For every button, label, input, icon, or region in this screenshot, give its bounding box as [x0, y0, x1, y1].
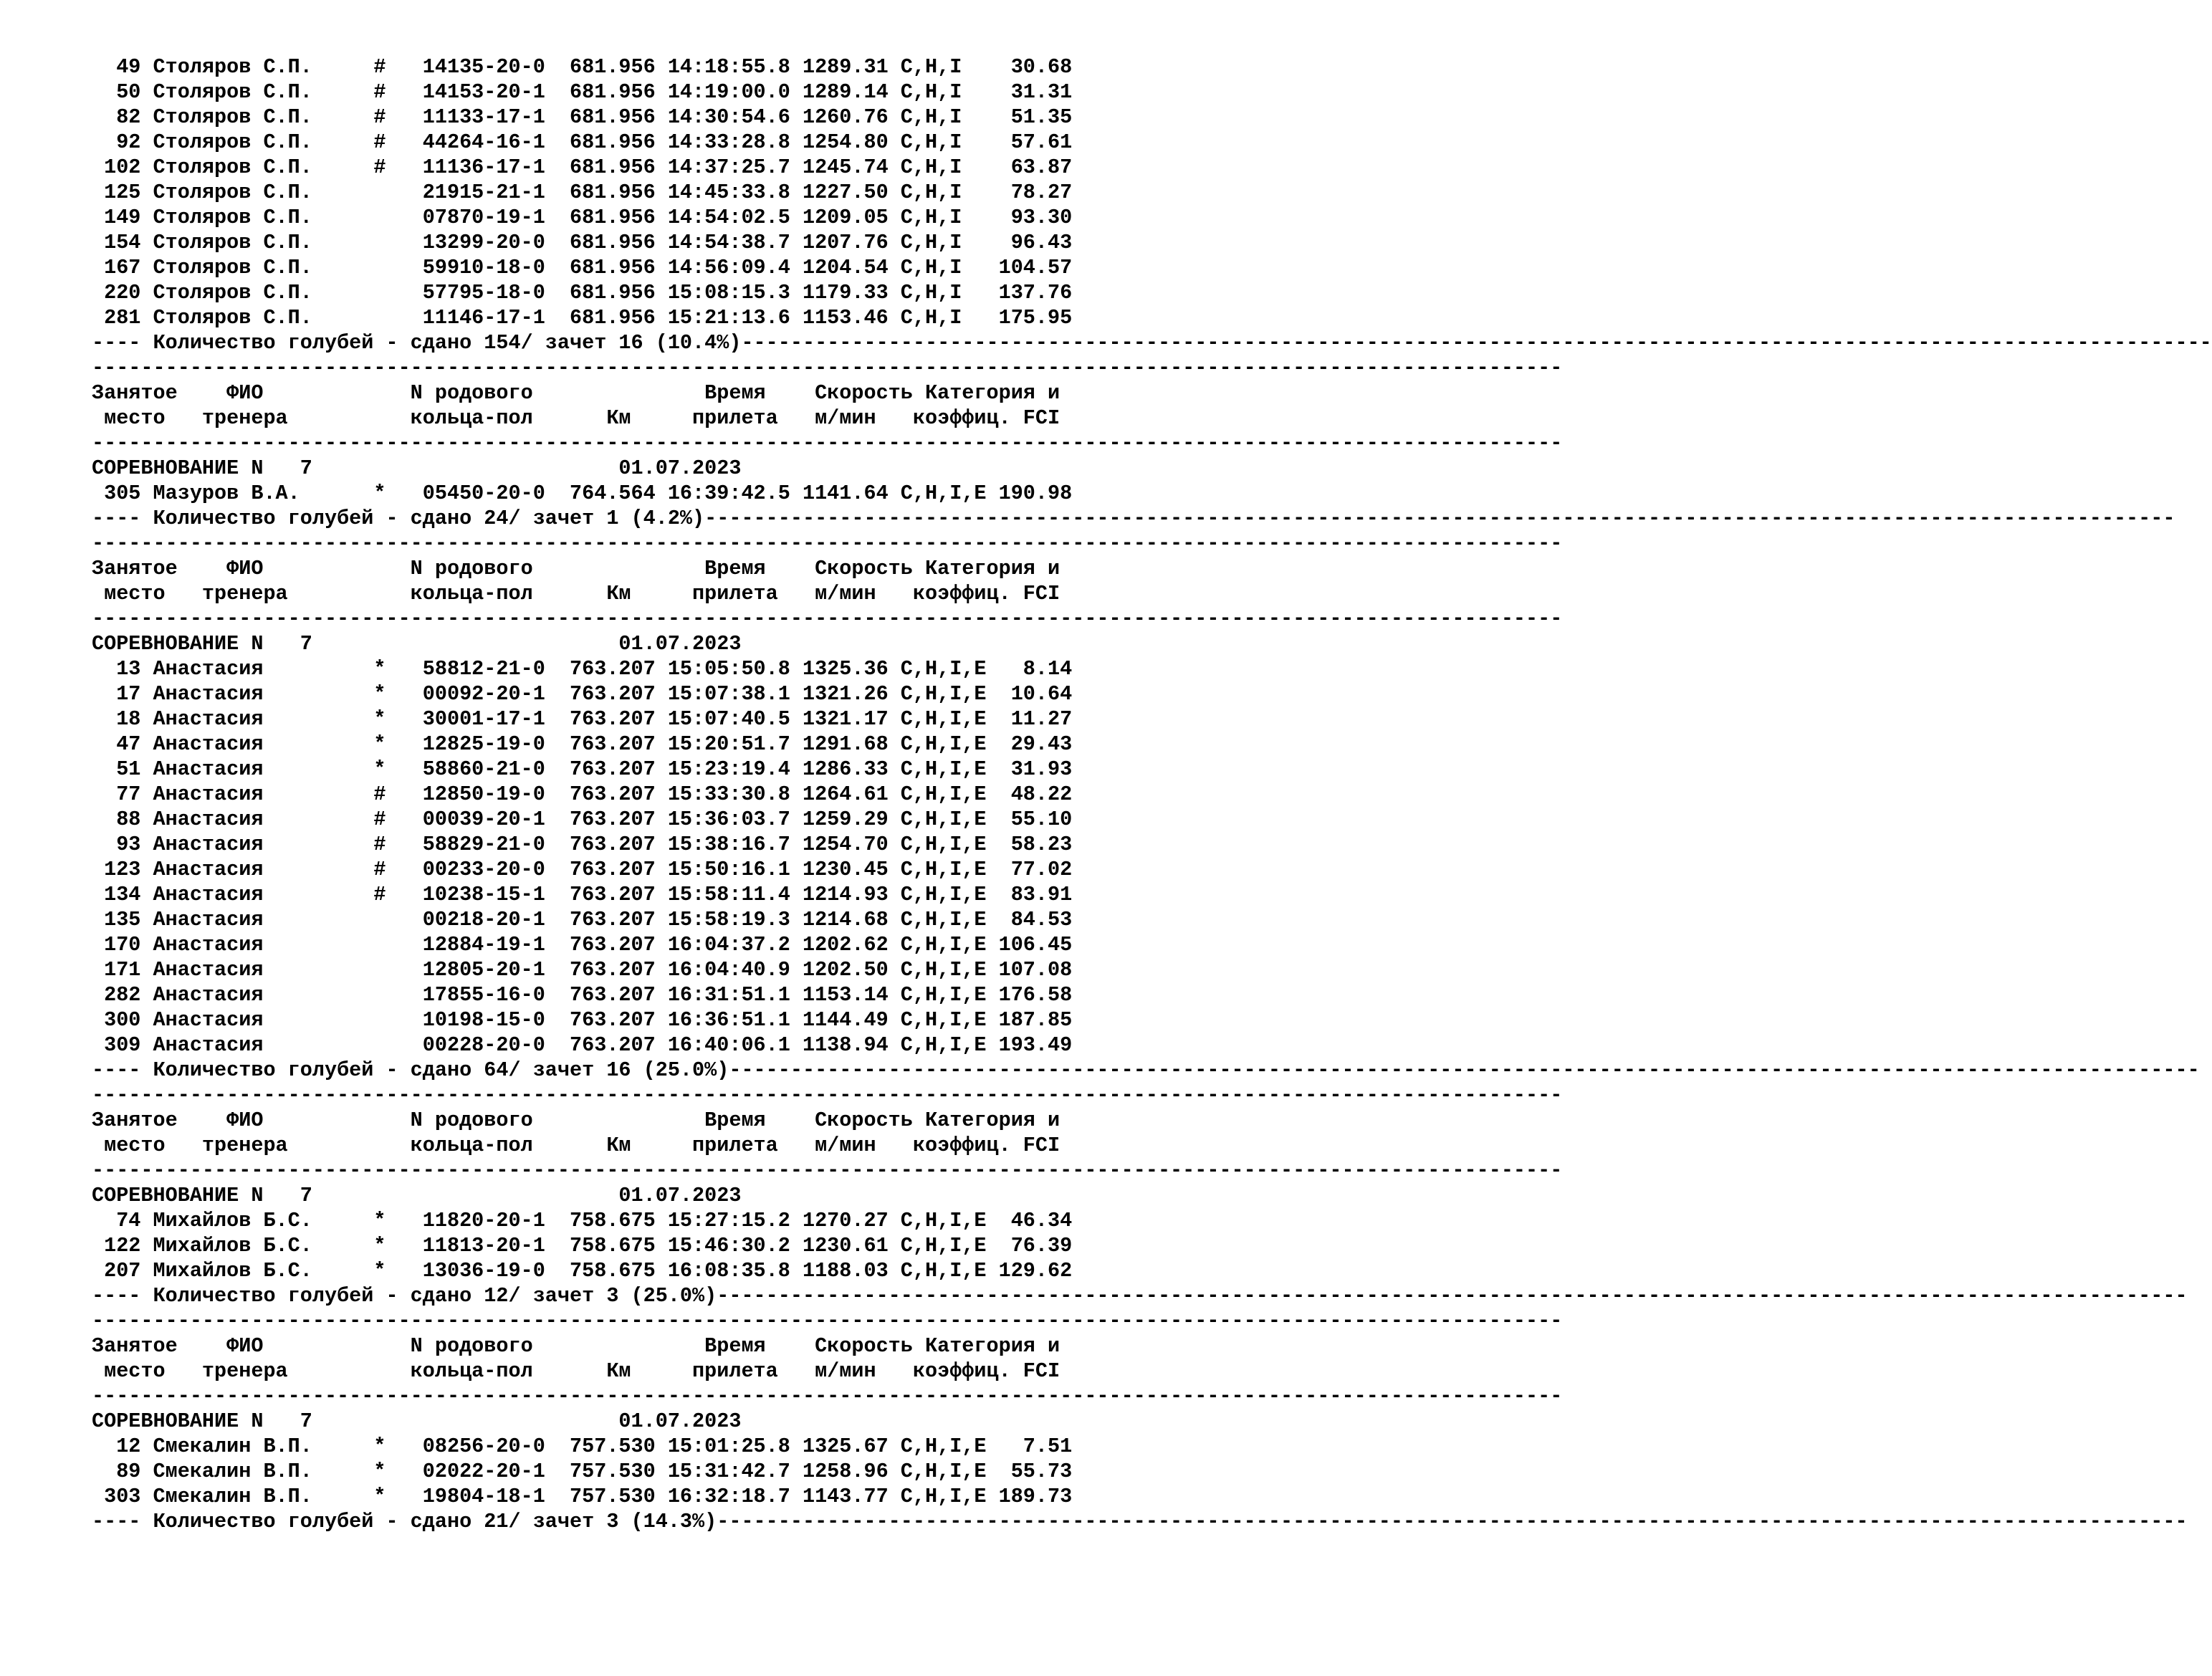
summary-line: ---- Количество голубей - сдано 64/ зачет 16 (25.0%)------------------------------------------------------------------------------------------------------------------------: [92, 1058, 2200, 1082]
results-page: [92, 54, 2212, 1534]
table-row: 77 Анастасия # 12850-19-0 763.207 15:33:30.8 1264.61 C,H,I,E 48.22: [92, 782, 1073, 806]
table-row: 18 Анастасия * 30001-17-1 763.207 15:07:40.5 1321.17 C,H,I,E 11.27: [92, 707, 1073, 731]
table-header-row-1: Занятое ФИО N родового Время Скорость Категория и: [92, 557, 1060, 580]
table-row: 49 Столяров С.П. # 14135-20-0 681.956 14:18:55.8 1289.31 C,H,I 30.68: [92, 55, 1073, 79]
table-row: 149 Столяров С.П. 07870-19-1 681.956 14:54:02.5 1209.05 C,H,I 93.30: [92, 206, 1073, 229]
table-row: 93 Анастасия # 58829-21-0 763.207 15:38:16.7 1254.70 C,H,I,E 58.23: [92, 833, 1073, 856]
table-header-row-2: место тренера кольца-пол Км прилета м/мин коэффиц. FCI: [92, 1359, 1060, 1383]
competition-title: СОРЕВНОВАНИЕ N 7 01.07.2023: [92, 456, 742, 480]
table-header-row-2: место тренера кольца-пол Км прилета м/мин коэффиц. FCI: [92, 1134, 1060, 1157]
competition-title: СОРЕВНОВАНИЕ N 7 01.07.2023: [92, 1409, 742, 1433]
divider-line: ------------------------------------------------------------------------------------------------------------------------: [92, 431, 1563, 455]
table-row: 171 Анастасия 12805-20-1 763.207 16:04:40.9 1202.50 C,H,I,E 107.08: [92, 958, 1073, 982]
table-row: 305 Мазуров В.А. * 05450-20-0 764.564 16:39:42.5 1141.64 C,H,I,E 190.98: [92, 482, 1073, 505]
divider-line: ------------------------------------------------------------------------------------------------------------------------: [92, 532, 1563, 555]
table-row: 282 Анастасия 17855-16-0 763.207 16:31:51.1 1153.14 C,H,I,E 176.58: [92, 983, 1073, 1007]
table-row: 82 Столяров С.П. # 11133-17-1 681.956 14:30:54.6 1260.76 C,H,I 51.35: [92, 105, 1073, 129]
table-row: 134 Анастасия # 10238-15-1 763.207 15:58:11.4 1214.93 C,H,I,E 83.91: [92, 883, 1073, 906]
table-header-row-1: Занятое ФИО N родового Время Скорость Категория и: [92, 1108, 1060, 1132]
divider-line: ------------------------------------------------------------------------------------------------------------------------: [92, 607, 1563, 631]
table-row: 17 Анастасия * 00092-20-1 763.207 15:07:38.1 1321.26 C,H,I,E 10.64: [92, 682, 1073, 706]
table-row: 207 Михайлов Б.С. * 13036-19-0 758.675 16:08:35.8 1188.03 C,H,I,E 129.62: [92, 1259, 1073, 1283]
table-row: 12 Смекалин В.П. * 08256-20-0 757.530 15:01:25.8 1325.67 C,H,I,E 7.51: [92, 1435, 1073, 1458]
table-row: 170 Анастасия 12884-19-1 763.207 16:04:37.2 1202.62 C,H,I,E 106.45: [92, 933, 1073, 957]
table-row: 47 Анастасия * 12825-19-0 763.207 15:20:51.7 1291.68 C,H,I,E 29.43: [92, 732, 1073, 756]
table-header-row-1: Занятое ФИО N родового Время Скорость Категория и: [92, 381, 1060, 405]
divider-line: ------------------------------------------------------------------------------------------------------------------------: [92, 1384, 1563, 1408]
table-row: 13 Анастасия * 58812-21-0 763.207 15:05:50.8 1325.36 C,H,I,E 8.14: [92, 657, 1073, 681]
table-row: 167 Столяров С.П. 59910-18-0 681.956 14:56:09.4 1204.54 C,H,I 104.57: [92, 256, 1073, 279]
table-row: 303 Смекалин В.П. * 19804-18-1 757.530 16:32:18.7 1143.77 C,H,I,E 189.73: [92, 1485, 1073, 1508]
divider-line: ------------------------------------------------------------------------------------------------------------------------: [92, 1159, 1563, 1182]
table-row: 51 Анастасия * 58860-21-0 763.207 15:23:19.4 1286.33 C,H,I,E 31.93: [92, 757, 1073, 781]
table-row: 125 Столяров С.П. 21915-21-1 681.956 14:45:33.8 1227.50 C,H,I 78.27: [92, 181, 1073, 204]
table-row: 281 Столяров С.П. 11146-17-1 681.956 15:21:13.6 1153.46 C,H,I 175.95: [92, 306, 1073, 330]
table-row: 123 Анастасия # 00233-20-0 763.207 15:50:16.1 1230.45 C,H,I,E 77.02: [92, 858, 1073, 881]
table-row: 50 Столяров С.П. # 14153-20-1 681.956 14:19:00.0 1289.14 C,H,I 31.31: [92, 80, 1073, 104]
table-row: 154 Столяров С.П. 13299-20-0 681.956 14:54:38.7 1207.76 C,H,I 96.43: [92, 231, 1073, 254]
table-header-row-1: Занятое ФИО N родового Время Скорость Категория и: [92, 1334, 1060, 1358]
table-row: 89 Смекалин В.П. * 02022-20-1 757.530 15:31:42.7 1258.96 C,H,I,E 55.73: [92, 1460, 1073, 1483]
table-header-row-2: место тренера кольца-пол Км прилета м/мин коэффиц. FCI: [92, 406, 1060, 430]
table-row: 122 Михайлов Б.С. * 11813-20-1 758.675 15:46:30.2 1230.61 C,H,I,E 76.39: [92, 1234, 1073, 1258]
summary-line: ---- Количество голубей - сдано 154/ зачет 16 (10.4%)------------------------------------------------------------------------------------------------------------------------: [92, 331, 2212, 355]
summary-line: ---- Количество голубей - сдано 21/ зачет 3 (14.3%)------------------------------------------------------------------------------------------------------------------------: [92, 1510, 2188, 1533]
divider-line: ------------------------------------------------------------------------------------------------------------------------: [92, 1309, 1563, 1333]
table-row: 300 Анастасия 10198-15-0 763.207 16:36:51.1 1144.49 C,H,I,E 187.85: [92, 1008, 1073, 1032]
divider-line: ------------------------------------------------------------------------------------------------------------------------: [92, 1083, 1563, 1107]
table-row: 92 Столяров С.П. # 44264-16-1 681.956 14:33:28.8 1254.80 C,H,I 57.61: [92, 130, 1073, 154]
table-header-row-2: место тренера кольца-пол Км прилета м/мин коэффиц. FCI: [92, 582, 1060, 605]
competition-title: СОРЕВНОВАНИЕ N 7 01.07.2023: [92, 632, 742, 656]
competition-title: СОРЕВНОВАНИЕ N 7 01.07.2023: [92, 1184, 742, 1207]
table-row: 74 Михайлов Б.С. * 11820-20-1 758.675 15:27:15.2 1270.27 C,H,I,E 46.34: [92, 1209, 1073, 1232]
table-row: 220 Столяров С.П. 57795-18-0 681.956 15:08:15.3 1179.33 C,H,I 137.76: [92, 281, 1073, 305]
divider-line: ------------------------------------------------------------------------------------------------------------------------: [92, 356, 1563, 380]
table-row: 88 Анастасия # 00039-20-1 763.207 15:36:03.7 1259.29 C,H,I,E 55.10: [92, 808, 1073, 831]
summary-line: ---- Количество голубей - сдано 12/ зачет 3 (25.0%)------------------------------------------------------------------------------------------------------------------------: [92, 1284, 2188, 1308]
table-row: 309 Анастасия 00228-20-0 763.207 16:40:06.1 1138.94 C,H,I,E 193.49: [92, 1033, 1073, 1057]
table-row: 102 Столяров С.П. # 11136-17-1 681.956 14:37:25.7 1245.74 C,H,I 63.87: [92, 155, 1073, 179]
summary-line: ---- Количество голубей - сдано 24/ зачет 1 (4.2%)------------------------------------------------------------------------------------------------------------------------: [92, 507, 2175, 530]
table-row: 135 Анастасия 00218-20-1 763.207 15:58:19.3 1214.68 C,H,I,E 84.53: [92, 908, 1073, 932]
